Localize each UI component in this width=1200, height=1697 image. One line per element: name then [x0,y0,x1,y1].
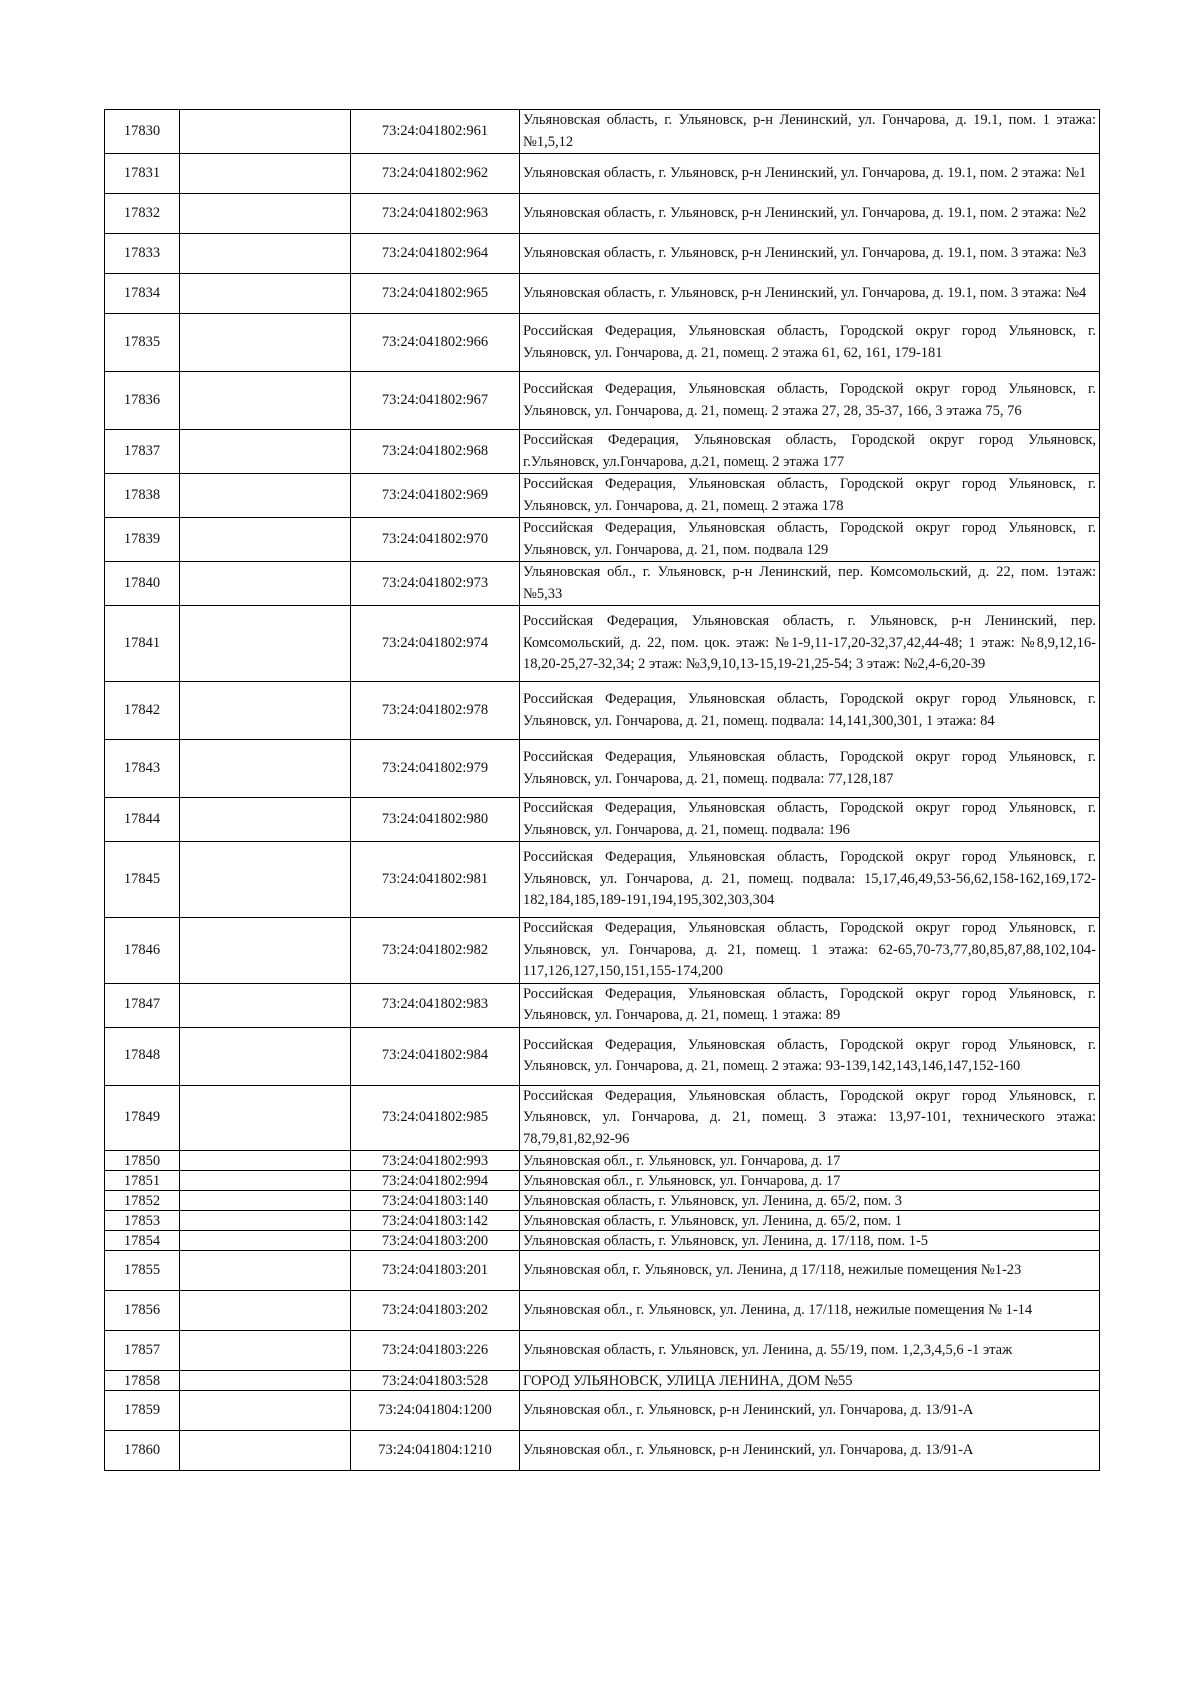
address-cell: Ульяновская обл., г. Ульяновск, р-н Ленинский, ул. Гончарова, д. 13/91-А [520,1431,1100,1471]
table-row [105,1291,1100,1331]
row-name-cell [180,798,351,842]
row-name-cell [180,1211,351,1231]
cadastral-number-cell: 73:24:041803:200 [351,1231,520,1251]
table-row [105,314,1100,372]
row-number-cell: 17856 [105,1291,180,1331]
address-cell: Российская Федерация, Ульяновская область, Городской округ город Ульяновск, г. Ульяновск, ул. Гончарова, д. 21, помещ. 2 этажа 61, 62, 161, 179-181 [520,314,1100,372]
row-number-cell: 17859 [105,1391,180,1431]
address-cell: Российская Федерация, Ульяновская область, Городской округ город Ульяновск, г. Ульяновск, ул. Гончарова, д. 21, пом. подвала 129 [520,518,1100,562]
row-number-cell: 17855 [105,1251,180,1291]
cadastral-number-cell: 73:24:041802:993 [351,1151,520,1171]
address-cell: Ульяновская обл., г. Ульяновск, р-н Ленинский, пер. Комсомольский, д. 22, пом. 1этаж: №5,33 [520,562,1100,606]
cadastral-number-cell: 73:24:041804:1200 [351,1391,520,1431]
cadastral-number-cell: 73:24:041802:982 [351,918,520,984]
row-number-cell: 17835 [105,314,180,372]
row-number-cell: 17838 [105,474,180,518]
row-number-cell: 17837 [105,430,180,474]
address-cell: Российская Федерация, Ульяновская область, Городской округ город Ульяновск, г. Ульяновск, ул. Гончарова, д. 21, помещ. 1 этажа: 62-65,70-73,77,80,85,87,88,102,104-117,126,127,150,151,155-174,200 [520,918,1100,984]
table-row [105,1027,1100,1085]
address-cell: Ульяновская область, г. Ульяновск, ул. Ленина, д. 65/2, пом. 1 [520,1211,1100,1231]
row-name-cell [180,740,351,798]
address-cell: Российская Федерация, Ульяновская область, Городской округ город Ульяновск, г. Ульяновск, ул. Гончарова, д. 21, помещ. 2 этажа: 93-139,142,143,146,147,152-160 [520,1027,1100,1085]
table-row [105,1331,1100,1371]
row-number-cell: 17845 [105,842,180,918]
table-row [105,518,1100,562]
row-name-cell [180,1391,351,1431]
row-name-cell [180,1027,351,1085]
cadastral-number-cell: 73:24:041802:967 [351,372,520,430]
row-number-cell: 17853 [105,1211,180,1231]
cadastral-number-cell: 73:24:041802:974 [351,606,520,682]
address-cell: Российская Федерация, Ульяновская область, Городской округ город Ульяновск, г. Ульяновск, ул. Гончарова, д. 21, помещ. 2 этажа 178 [520,474,1100,518]
row-number-cell: 17843 [105,740,180,798]
address-cell: Российская Федерация, Ульяновская область, Городской округ город Ульяновск, г. Ульяновск, ул. Гончарова, д. 21, помещ. 2 этажа 27, 28, 35-37, 166, 3 этажа 75, 76 [520,372,1100,430]
table-row [105,1371,1100,1391]
address-cell: Российская Федерация, Ульяновская область, Городской округ город Ульяновск, г. Ульяновск, ул. Гончарова, д. 21, помещ. подвала: 77,128,187 [520,740,1100,798]
row-name-cell [180,842,351,918]
address-cell: Российская Федерация, Ульяновская область, Городской округ город Ульяновск, г. Ульяновск, ул. Гончарова, д. 21, помещ. подвала: 15,17,46,49,53-56,62,158-162,169,172-182,184,185,189-191,194,195,302,303,304 [520,842,1100,918]
cadastral-number-cell: 73:24:041802:984 [351,1027,520,1085]
row-number-cell: 17839 [105,518,180,562]
cadastral-number-cell: 73:24:041802:962 [351,154,520,194]
table-row [105,1391,1100,1431]
row-number-cell: 17836 [105,372,180,430]
address-cell: Ульяновская область, г. Ульяновск, ул. Ленина, д. 65/2, пом. 3 [520,1191,1100,1211]
cadastral-number-cell: 73:24:041802:979 [351,740,520,798]
table-row [105,1151,1100,1171]
cadastral-number-cell: 73:24:041802:985 [351,1085,520,1151]
row-number-cell: 17860 [105,1431,180,1471]
row-number-cell: 17842 [105,682,180,740]
address-cell: Ульяновская обл., г. Ульяновск, р-н Ленинский, ул. Гончарова, д. 13/91-А [520,1391,1100,1431]
table-row [105,1251,1100,1291]
address-cell: Ульяновская область, г. Ульяновск, р-н Ленинский, ул. Гончарова, д. 19.1, пом. 3 этажа: №4 [520,274,1100,314]
table-row [105,842,1100,918]
table-row [105,918,1100,984]
address-cell: Ульяновская область, г. Ульяновск, р-н Ленинский, ул. Гончарова, д. 19.1, пом. 2 этажа: №1 [520,154,1100,194]
address-cell: Российская Федерация, Ульяновская область, Городской округ город Ульяновск, г. Ульяновск, ул. Гончарова, д. 21, помещ. подвала: 14,141,300,301, 1 этажа: 84 [520,682,1100,740]
cadastral-number-cell: 73:24:041802:978 [351,682,520,740]
cadastral-number-cell: 73:24:041803:142 [351,1211,520,1231]
property-table-body [105,110,1100,1471]
row-name-cell [180,1191,351,1211]
table-row [105,562,1100,606]
table-row [105,606,1100,682]
row-number-cell: 17857 [105,1331,180,1371]
row-number-cell: 17854 [105,1231,180,1251]
address-cell: Российская Федерация, Ульяновская область, Городской округ город Ульяновск, г.Ульяновск, ул.Гончарова, д.21, помещ. 2 этажа 177 [520,430,1100,474]
table-row [105,1171,1100,1191]
table-row [105,1231,1100,1251]
row-number-cell: 17850 [105,1151,180,1171]
table-row [105,372,1100,430]
row-number-cell: 17852 [105,1191,180,1211]
address-cell: Ульяновская обл, г. Ульяновск, ул. Ленина, д 17/118, нежилые помещения №1-23 [520,1251,1100,1291]
row-name-cell [180,918,351,984]
cadastral-number-cell: 73:24:041802:963 [351,194,520,234]
property-table [104,109,1100,1471]
row-name-cell [180,1085,351,1151]
row-name-cell [180,1231,351,1251]
cadastral-number-cell: 73:24:041802:968 [351,430,520,474]
row-name-cell [180,1371,351,1391]
table-row [105,682,1100,740]
cadastral-number-cell: 73:24:041802:964 [351,234,520,274]
row-name-cell [180,562,351,606]
address-cell: Ульяновская область, г. Ульяновск, ул. Ленина, д. 17/118, пом. 1-5 [520,1231,1100,1251]
table-row [105,1211,1100,1231]
cadastral-number-cell: 73:24:041802:980 [351,798,520,842]
address-cell: Ульяновская область, г. Ульяновск, р-н Ленинский, ул. Гончарова, д. 19.1, пом. 2 этажа: №2 [520,194,1100,234]
row-number-cell: 17831 [105,154,180,194]
document-page [104,109,1100,1471]
row-name-cell [180,518,351,562]
address-cell: Ульяновская область, г. Ульяновск, р-н Ленинский, ул. Гончарова, д. 19.1, пом. 1 этажа: №1,5,12 [520,110,1100,154]
table-row [105,740,1100,798]
row-name-cell [180,274,351,314]
row-number-cell: 17830 [105,110,180,154]
table-row [105,110,1100,154]
cadastral-number-cell: 73:24:041804:1210 [351,1431,520,1471]
row-name-cell [180,1251,351,1291]
row-number-cell: 17832 [105,194,180,234]
cadastral-number-cell: 73:24:041803:202 [351,1291,520,1331]
cadastral-number-cell: 73:24:041802:961 [351,110,520,154]
table-row [105,274,1100,314]
cadastral-number-cell: 73:24:041802:969 [351,474,520,518]
address-cell: Ульяновская область, г. Ульяновск, ул. Ленина, д. 55/19, пом. 1,2,3,4,5,6 -1 этаж [520,1331,1100,1371]
address-cell: Ульяновская обл., г. Ульяновск, ул. Ленина, д. 17/118, нежилые помещения № 1-14 [520,1291,1100,1331]
row-name-cell [180,606,351,682]
cadastral-number-cell: 73:24:041802:965 [351,274,520,314]
cadastral-number-cell: 73:24:041802:966 [351,314,520,372]
address-cell: Ульяновская область, г. Ульяновск, р-н Ленинский, ул. Гончарова, д. 19.1, пом. 3 этажа: №3 [520,234,1100,274]
address-cell: Российская Федерация, Ульяновская область, Городской округ город Ульяновск, г. Ульяновск, ул. Гончарова, д. 21, помещ. 1 этажа: 89 [520,983,1100,1027]
cadastral-number-cell: 73:24:041802:970 [351,518,520,562]
row-number-cell: 17834 [105,274,180,314]
row-number-cell: 17851 [105,1171,180,1191]
row-name-cell [180,474,351,518]
row-name-cell [180,983,351,1027]
table-row [105,154,1100,194]
row-name-cell [180,154,351,194]
row-name-cell [180,1171,351,1191]
address-cell: Ульяновская обл., г. Ульяновск, ул. Гончарова, д. 17 [520,1171,1100,1191]
row-number-cell: 17833 [105,234,180,274]
row-name-cell [180,682,351,740]
address-cell: ГОРОД УЛЬЯНОВСК, УЛИЦА ЛЕНИНА, ДОМ №55 [520,1371,1100,1391]
table-row [105,474,1100,518]
row-number-cell: 17858 [105,1371,180,1391]
address-cell: Российская Федерация, Ульяновская область, Городской округ город Ульяновск, г. Ульяновск, ул. Гончарова, д. 21, помещ. 3 этажа: 13,97-101, технического этажа: 78,79,81,82,92-96 [520,1085,1100,1151]
row-name-cell [180,1431,351,1471]
table-row [105,798,1100,842]
row-number-cell: 17844 [105,798,180,842]
row-name-cell [180,110,351,154]
row-number-cell: 17848 [105,1027,180,1085]
table-row [105,194,1100,234]
row-number-cell: 17840 [105,562,180,606]
table-row [105,1431,1100,1471]
row-name-cell [180,314,351,372]
table-row [105,234,1100,274]
cadastral-number-cell: 73:24:041803:201 [351,1251,520,1291]
table-row [105,983,1100,1027]
cadastral-number-cell: 73:24:041803:226 [351,1331,520,1371]
row-name-cell [180,194,351,234]
address-cell: Ульяновская обл., г. Ульяновск, ул. Гончарова, д. 17 [520,1151,1100,1171]
row-name-cell [180,1291,351,1331]
row-number-cell: 17847 [105,983,180,1027]
row-name-cell [180,430,351,474]
cadastral-number-cell: 73:24:041803:140 [351,1191,520,1211]
address-cell: Российская Федерация, Ульяновская область, г. Ульяновск, р-н Ленинский, пер. Комсомольский, д. 22, пом. цок. этаж: №1-9,11-17,20-32,37,42,44-48; 1 этаж: №8,9,12,16-18,20-25,27-32,34; 2 этаж: №3,9,10,13-15,19-21,25-54; 3 этаж: №2,4-6,20-39 [520,606,1100,682]
cadastral-number-cell: 73:24:041803:528 [351,1371,520,1391]
cadastral-number-cell: 73:24:041802:981 [351,842,520,918]
row-name-cell [180,1331,351,1371]
row-number-cell: 17841 [105,606,180,682]
address-cell: Российская Федерация, Ульяновская область, Городской округ город Ульяновск, г. Ульяновск, ул. Гончарова, д. 21, помещ. подвала: 196 [520,798,1100,842]
cadastral-number-cell: 73:24:041802:983 [351,983,520,1027]
cadastral-number-cell: 73:24:041802:973 [351,562,520,606]
table-row [105,1085,1100,1151]
cadastral-number-cell: 73:24:041802:994 [351,1171,520,1191]
row-number-cell: 17846 [105,918,180,984]
table-row [105,430,1100,474]
table-row [105,1191,1100,1211]
row-number-cell: 17849 [105,1085,180,1151]
row-name-cell [180,372,351,430]
row-name-cell [180,1151,351,1171]
row-name-cell [180,234,351,274]
